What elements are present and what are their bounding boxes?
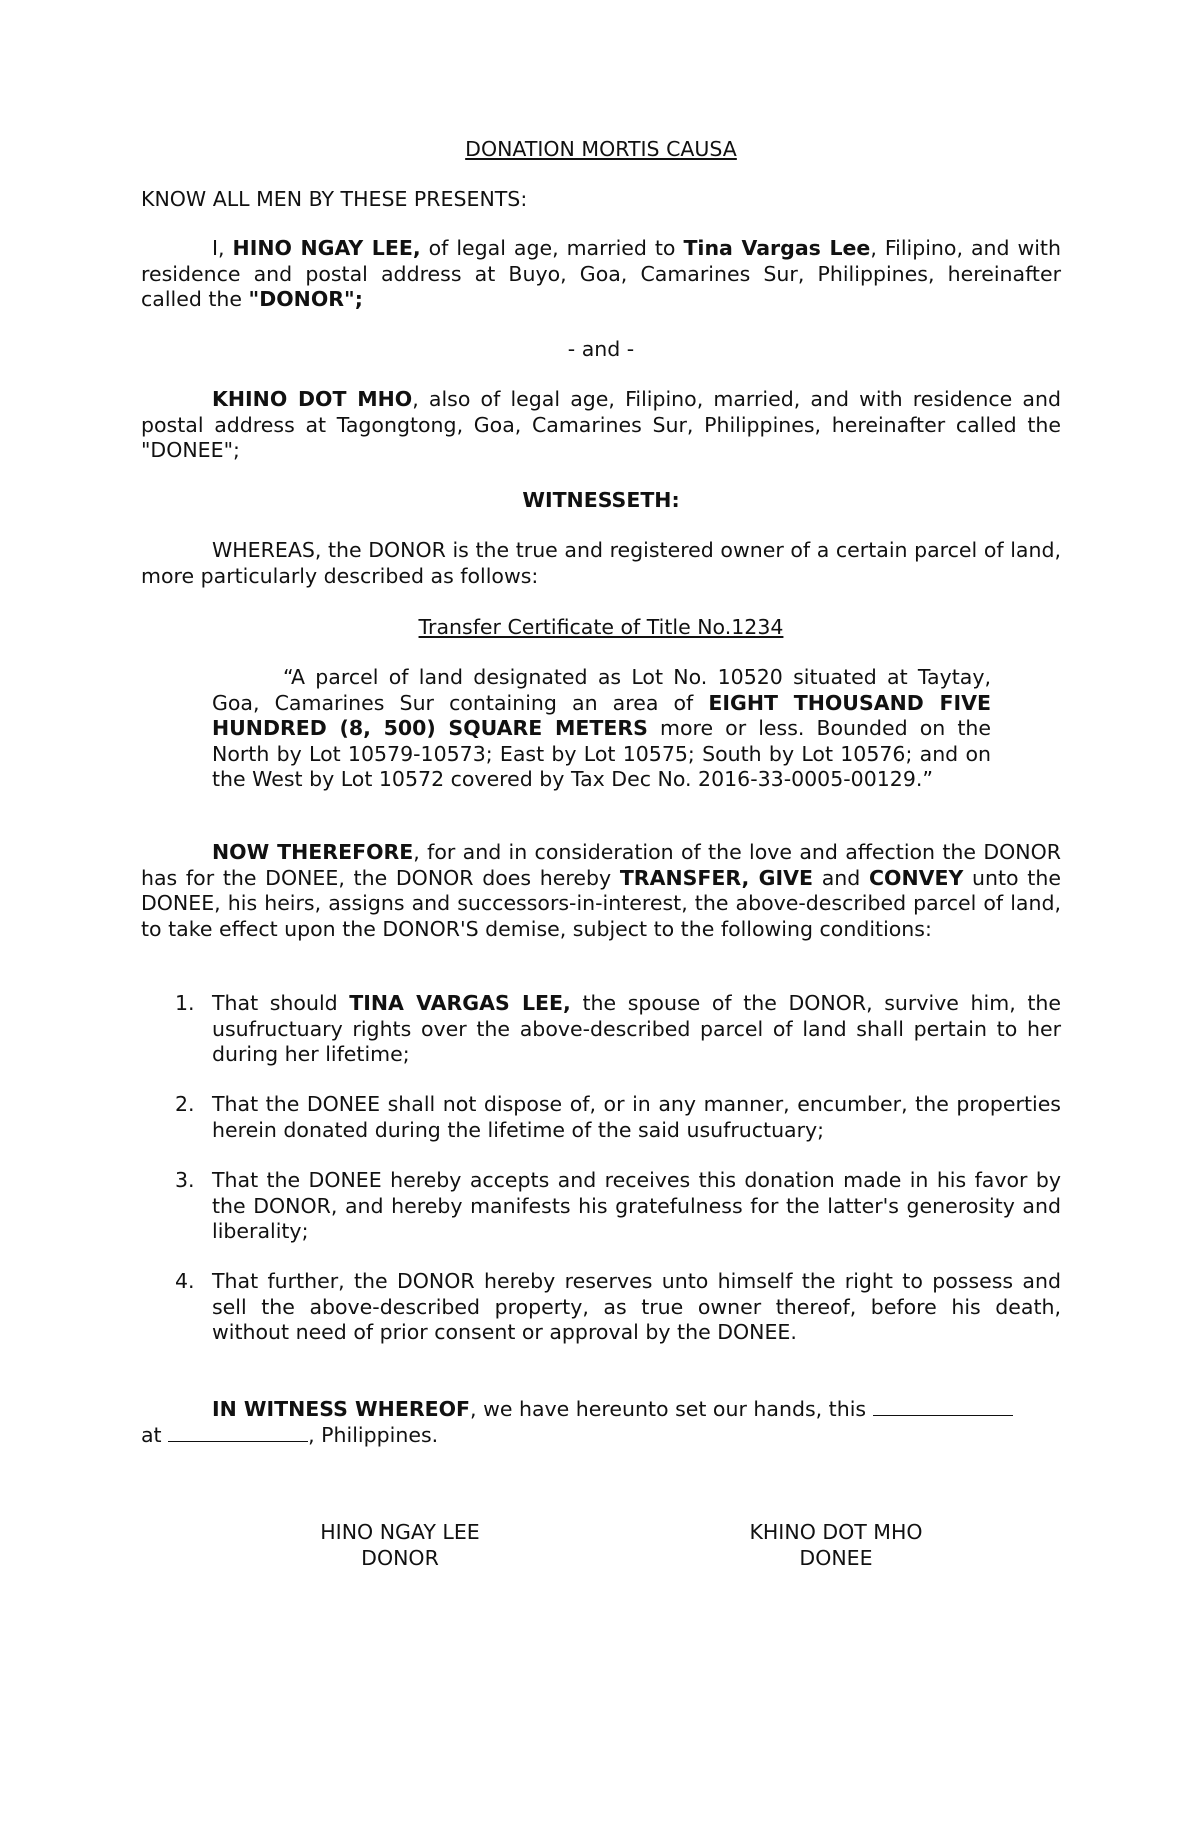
- condition-item: [175, 991, 1061, 1068]
- witnesseth-text: WITNESSETH:: [522, 488, 680, 512]
- donor-label: "DONOR";: [248, 287, 363, 311]
- now-therefore-lead: NOW THEREFORE: [212, 840, 414, 864]
- witness-lead: IN WITNESS WHEREOF: [212, 1397, 471, 1421]
- at-word: at: [141, 1423, 162, 1447]
- donee-paragraph: [141, 387, 1061, 464]
- and-word: and: [821, 865, 861, 890]
- property-part1: “A parcel of land designated as Lot No. 10520 situated at Taytay, Goa, Camarines Sur containing an area of: [212, 665, 991, 715]
- donee-signature-role: DONEE: [799, 1545, 873, 1570]
- condition-text: [212, 991, 1061, 1068]
- condition-post: the spouse of the DONOR, survive him, the usufructuary rights over the above-described parcel of land shall pertain to her during her lifetime;: [212, 991, 1061, 1066]
- condition-pre: That should: [212, 991, 338, 1015]
- condition-text: That the DONEE hereby accepts and receives this donation made in his favor by the DONOR, and hereby manifests his gratefulness for the latter's generosity and liberality;: [212, 1168, 1061, 1243]
- donee-rest: , also of legal age, Filipino, married, and with residence and postal address at Tagongtong, Goa, Camarines Sur, Philippines, hereinafter called the "DONEE";: [141, 387, 1061, 462]
- donor-prefix: I,: [212, 236, 225, 260]
- whereas-paragraph: WHEREAS, the DONOR is the true and registered owner of a certain parcel of land, more particularly described as follows:: [141, 538, 1061, 588]
- condition-number: 1.: [175, 991, 195, 1015]
- donee-signature-block: [706, 1520, 966, 1571]
- witness-part2: , Philippines.: [308, 1423, 439, 1447]
- now-therefore-part2: unto the DONEE, his heirs, assigns and successors-in-interest, the above-described parcel of land, to take effect upon the DONOR'S demise, subject to the following conditions:: [141, 865, 1061, 941]
- now-therefore-paragraph: [141, 840, 1061, 942]
- document-title: DONATION MORTIS CAUSA: [465, 137, 737, 161]
- condition-item: [175, 1269, 1061, 1346]
- donor-signature-role: DONOR: [361, 1545, 439, 1570]
- opening-line: KNOW ALL MEN BY THESE PRESENTS:: [141, 187, 528, 211]
- now-therefore-part1: , for and in consideration of the love and affection the DONOR has for the DONEE, the DONOR does hereby: [141, 840, 1061, 890]
- and-separator: - and -: [567, 337, 635, 361]
- donor-name: HINO NGAY LEE,: [232, 236, 421, 260]
- tct-heading: [141, 615, 1061, 641]
- property-part2: more or less. Bounded on the North by Lot 10579-10573; East by Lot 10575; South by Lot 10576; and on the West by Lot 10572 covered by Tax Dec No. 2016-33-0005-00129.”: [212, 716, 991, 791]
- spouse-name: Tina Vargas Lee: [683, 236, 871, 260]
- donee-signature-name: KHINO DOT MHO: [749, 1520, 923, 1544]
- condition-text: That the DONEE shall not dispose of, or in any manner, encumber, the properties herein donated during the lifetime of the said usufructuary;: [212, 1092, 1061, 1142]
- transfer-give: TRANSFER, GIVE: [619, 865, 813, 890]
- condition-text: That further, the DONOR hereby reserves unto himself the right to possess and sell the above-described property, as true owner thereof, before his death, without need of prior consent or approval by the DONEE.: [212, 1269, 1061, 1344]
- donor-signature-name: HINO NGAY LEE: [320, 1520, 480, 1544]
- condition-bold: TINA VARGAS LEE,: [349, 991, 571, 1015]
- witnesseth-heading: [141, 488, 1061, 514]
- convey: CONVEY: [868, 865, 964, 890]
- property-area: EIGHT THOUSAND FIVE HUNDRED (8, 500) SQUARE METERS: [212, 690, 991, 740]
- condition-number: 2.: [175, 1092, 195, 1116]
- place-blank-line: [168, 1421, 308, 1442]
- witness-clause-line2: [141, 1421, 1061, 1449]
- condition-item: [175, 1092, 1061, 1143]
- property-description: [212, 665, 991, 793]
- condition-number: 3.: [175, 1168, 195, 1192]
- witness-clause: [141, 1395, 1061, 1423]
- date-blank-line: [873, 1395, 1013, 1416]
- donee-name: KHINO DOT MHO: [212, 387, 413, 411]
- donor-mid: of legal age, married to: [428, 236, 676, 260]
- donor-signature-block: [270, 1520, 530, 1571]
- donor-paragraph: [141, 236, 1061, 313]
- donor-rest: , Filipino, and with residence and postal address at Buyo, Goa, Camarines Sur, Philippines, hereinafter called the: [141, 236, 1061, 311]
- tct-heading-text: Transfer Certificate of Title No.1234: [418, 615, 784, 639]
- condition-number: 4.: [175, 1269, 195, 1293]
- condition-item: [175, 1168, 1061, 1245]
- witness-part1: , we have hereunto set our hands, this: [470, 1397, 867, 1421]
